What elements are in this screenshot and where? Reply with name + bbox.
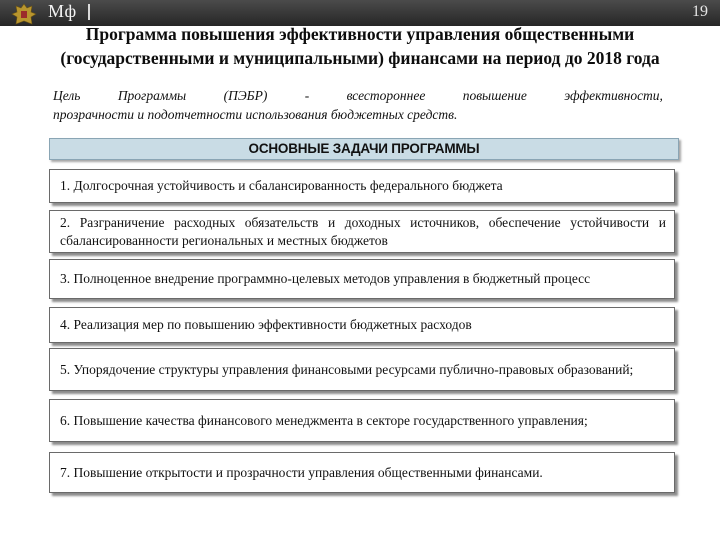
goal-word: всестороннее — [346, 88, 426, 103]
task-item-3 — [49, 259, 675, 299]
task-text: 4. Реализация мер по повышению эффективности бюджетных расходов — [60, 317, 472, 332]
task-item-5 — [49, 348, 675, 391]
slide-number: 19 — [692, 3, 708, 20]
task-item-4 — [49, 307, 675, 343]
task-text: 7. Повышение открытости и прозрачности управления общественными финансами. — [60, 464, 543, 480]
goal-word: Программы — [117, 88, 187, 103]
goal-word: - — [304, 88, 310, 103]
task-item-6 — [49, 399, 675, 442]
program-goal — [53, 86, 663, 124]
ministry-logo-text: Мф — [48, 1, 77, 21]
tasks-header: ОСНОВНЫЕ ЗАДАЧИ ПРОГРАММЫ — [49, 138, 679, 160]
task-text: 5. Упорядочение структуры управления финансовыми ресурсами публично-правовых образований; — [60, 361, 634, 377]
title-line-2: (государственными и муниципальными) финансами на период до 2018 года — [60, 48, 660, 68]
task-item-1 — [49, 169, 675, 203]
goal-line-1 — [53, 86, 663, 105]
task-item-2 — [49, 210, 675, 253]
goal-line-2: прозрачности и подотчетности использования бюджетных средств. — [53, 107, 458, 122]
title-line-1: Программа повышения эффективности управления общественными — [85, 24, 635, 44]
goal-word: эффективности, — [564, 88, 663, 103]
logo-bracket — [88, 4, 90, 20]
task-text: 1. Долгосрочная устойчивость и сбалансированность федерального бюджета — [60, 178, 503, 193]
goal-word: Цель — [53, 88, 81, 103]
goal-word: (ПЭБР) — [223, 88, 268, 103]
goal-word: повышение — [462, 88, 527, 103]
task-item-7 — [49, 452, 675, 493]
task-text: 6. Повышение качества финансового менеджмента в секторе государственного управления; — [60, 412, 588, 428]
slide-title — [6, 22, 714, 70]
task-text: 3. Полноценное внедрение программно-целевых методов управления в бюджетный процесс — [60, 271, 591, 286]
task-text: 2. Разграничение расходных обязательств и доходных источников, обеспечение устойчивости и сбалансированности региональных и местных бюджетов — [60, 214, 666, 248]
